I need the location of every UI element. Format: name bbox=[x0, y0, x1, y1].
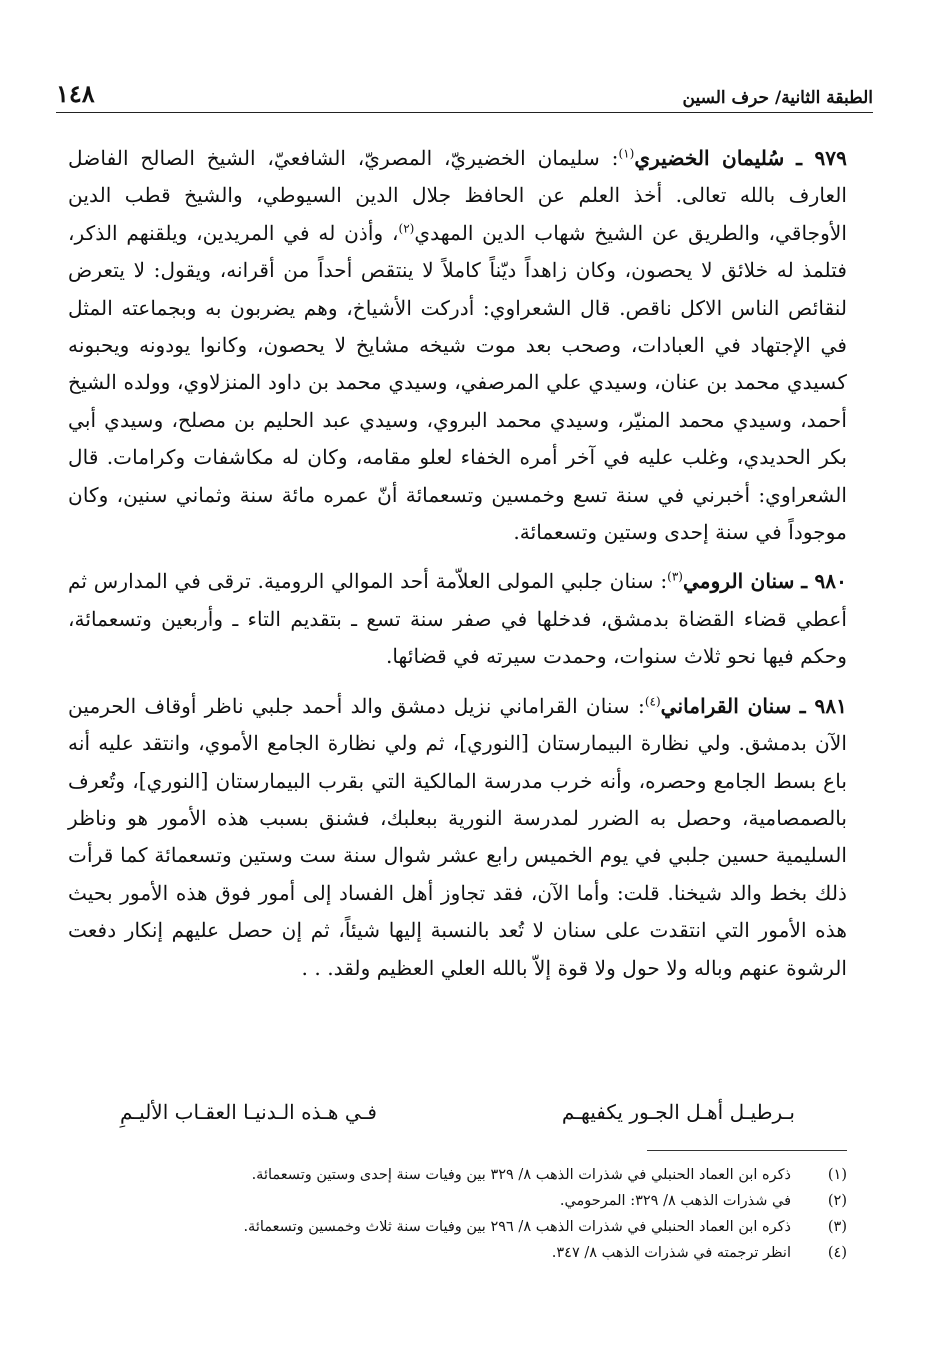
footnote-item bbox=[100, 1214, 847, 1240]
footnote-ref[interactable]: (١) bbox=[618, 146, 635, 161]
entry-text: ، وأذن له في المريدين، ويلقنهم الذكر، فتلمذ له خلائق لا يحصون، وكان زاهداً ديّناً كاملاً لا ينتقص أحداً من أقرانه، ويقول: لا يتعرض لنقائص الناس الاكل ناقص. قال الشعراوي: أدركت الأشياخ، وهم يضربون به وبجماعته المثل في الإجتهاد في العبادات، وصحب بعد موت شيخه مشايخ لا يحصون، وكانوا يودونه ويحبونه كسيدي محمد بن عنان، وسيدي علي المرصفي، وسيدي محمد بن داود المنزلاوي، وولده الشيخ أحمد، وسيدي محمد المنيّر، وسيدي محمد البروي، وسيدي عبد الحليم بن مصلح، وسيدي أبي بكر الحديدي، وغلب عليه في آخر أمره الخفاء لعلو مقامه، وكان له مكاشفات وكرامات. قال الشعراوي: أخبرني في سنة تسع وخمسين وتسعمائة أنّ عمره مائة سنة وثماني سنين، وكان موجوداً في سنة إحدى وستين وتسعمائة. bbox=[68, 220, 847, 545]
entry-name: سُليمان الخضيري bbox=[634, 146, 785, 170]
entry-text: : سنان جلبي المولى العلاّمة أحد الموالي الرومية. ترقى في المدارس ثم أعطي قضاء القضاة بدمشق، فدخلها في صفر سنة تسع ـ بتقديم التاء ـ وأربعين وتسعمائة، وحكم فيها نحو ثلاث سنوات، وحمدت سيرته في قضائها. bbox=[68, 569, 847, 669]
entry-number: ٩٨٠ ـ bbox=[801, 569, 847, 594]
main-text bbox=[68, 140, 847, 999]
footnote-item bbox=[100, 1188, 847, 1214]
page-number: ١٤٨ bbox=[56, 79, 95, 108]
entry-name: سنان الرومي bbox=[682, 569, 795, 594]
entry-name: سنان القراماني bbox=[660, 693, 792, 718]
entry-980 bbox=[68, 563, 847, 675]
footnote-text: في شذرات الذهب ٨/ ٣٢٩: المرحومي. bbox=[559, 1193, 791, 1209]
footnote-text: انظر ترجمته في شذرات الذهب ٨/ ٣٤٧. bbox=[551, 1245, 791, 1261]
entry-number: ٩٨١ ـ bbox=[799, 693, 848, 718]
running-title: الطبقة الثانية/ حرف السين bbox=[682, 88, 873, 108]
verse-hemistich-1: بـرطيـل أهـل الجـور يكفيهـم bbox=[561, 1100, 795, 1124]
footnote-divider bbox=[647, 1150, 847, 1151]
page-header bbox=[56, 78, 873, 113]
entry-981 bbox=[68, 688, 847, 987]
entry-number: ٩٧٩ ـ bbox=[796, 146, 847, 170]
verse-hemistich-2: فـي هـذه الـدنيـا العقـاب الأليـمِ bbox=[120, 1100, 377, 1124]
footnote-number: (٤) bbox=[827, 1245, 847, 1261]
footnote-number: (٢) bbox=[827, 1193, 847, 1209]
entry-text: : سليمان الخضيريّ، المصريّ، الشافعيّ، الشيخ الصالح الفاضل العارف بالله تعالى. أخذ العلم عن الحافظ جلال الدين السيوطي، والشيخ قطب الدين الأوجاقي، والطريق عن الشيخ شهاب الدين المهدي bbox=[68, 146, 847, 245]
footnotes bbox=[100, 1162, 847, 1266]
footnote-text: ذكره ابن العماد الحنبلي في شذرات الذهب ٨/ ٢٩٦ بين وفيات سنة ثلاث وخمسين وتسعمائة. bbox=[243, 1219, 791, 1235]
footnote-ref[interactable]: (٤) bbox=[644, 693, 661, 708]
footnote-item bbox=[100, 1240, 847, 1266]
footnote-number: (١) bbox=[827, 1167, 847, 1183]
footnote-text: ذكره ابن العماد الحنبلي في شذرات الذهب ٨/ ٣٢٩ بين وفيات سنة إحدى وستين وتسعمائة. bbox=[251, 1167, 791, 1183]
footnote-ref[interactable]: (٢) bbox=[398, 221, 415, 236]
entry-text: : سنان القراماني نزيل دمشق والد أحمد جلبي ناظر أوقاف الحرمين الآن بدمشق. ولي نظارة البيمارستان [النوري]، ثم ولي نظارة الجامع الأموي، وانتقد عليه أنه باع بسط الجامع وحصره، وأنه خرب مدرسة المالكية التي بقرب البيمارستان [النوري]، وتُعرف بالصمصامية، وحصل به الضرر لمدرسة النورية ببعلبك، فشنق بسبب هذه الأمور هو وناظر السليمية حسين جلبي في يوم الخميس رابع عشر شوال سنة ست وستين وتسعمائة كما قرأت ذلك بخط والد شيخنا. قلت: وأما الآن، فقد تجاوز أهل الفساد إلى أمور فوق هذه الأمور بحيث هذه الأمور التي انتقدت على سنان لا تُعد بالنسبة إليها شيئاً، ثم إن حصل عليهم إنكار دفعت الرشوة عنهم وباله ولا حول ولا قوة إلاّ بالله العلي العظيم ولقد. . . bbox=[68, 693, 847, 980]
poem-verse bbox=[120, 1100, 795, 1124]
entry-979 bbox=[68, 140, 847, 551]
footnote-ref[interactable]: (٣) bbox=[667, 569, 683, 584]
footnote-number: (٣) bbox=[827, 1219, 847, 1235]
footnote-item bbox=[100, 1162, 847, 1188]
